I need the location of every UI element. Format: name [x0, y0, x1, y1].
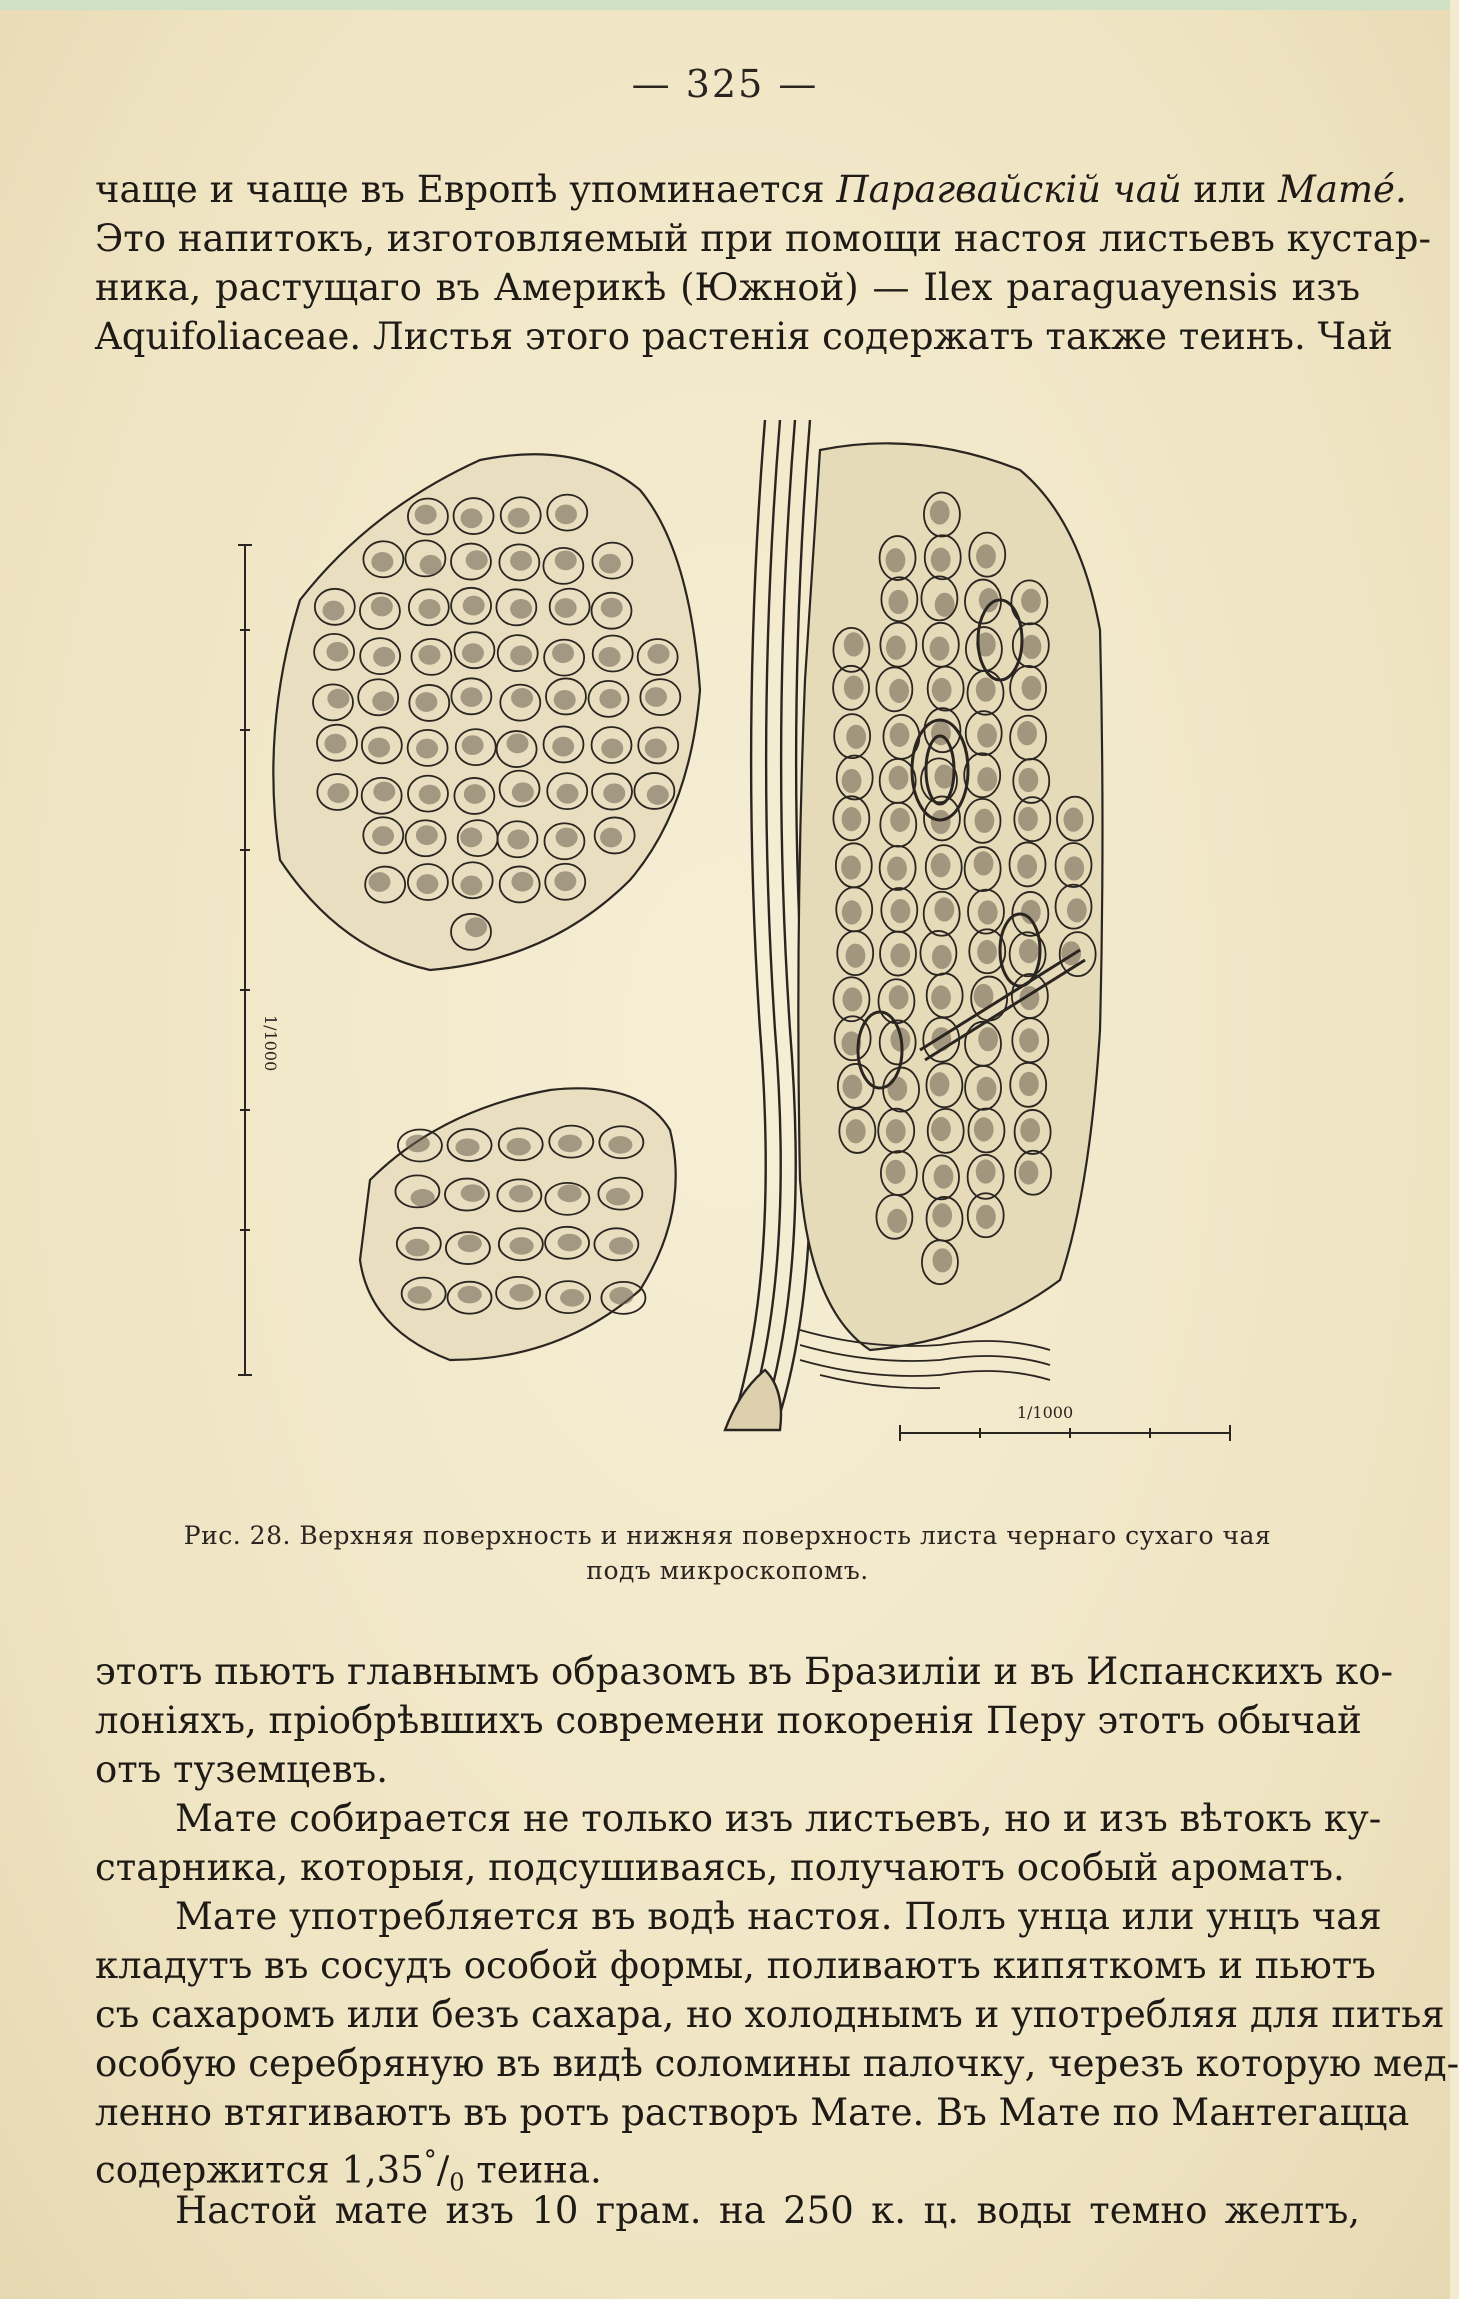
cell-nucleus	[322, 601, 344, 621]
cell-nucleus	[889, 985, 909, 1009]
caption-line: Рис. 28. Верхняя поверхность и нижняя поверхность листа чернаго сухаго чая	[183, 1521, 1272, 1550]
cell-nucleus	[976, 678, 996, 702]
cell-nucleus	[460, 827, 482, 847]
text-line: этотъ пьютъ главнымъ образомъ въ Бразиліи и въ Испанскихъ ко-	[95, 1650, 1393, 1693]
cell-nucleus	[509, 1185, 533, 1203]
cell-nucleus	[974, 1117, 994, 1141]
cell-nucleus	[599, 554, 621, 574]
text-line: старника, которыя, подсушиваясь, получаютъ особый ароматъ.	[95, 1846, 1345, 1889]
cell-nucleus	[609, 1287, 633, 1305]
text-line	[95, 165, 1407, 214]
cell-nucleus	[418, 645, 440, 665]
text-line: съ сахаромъ или безъ сахара, но холоднымъ и употребляя для питья	[95, 1993, 1445, 2036]
cell-nucleus	[455, 1138, 479, 1156]
text-line: Мате собирается не только изъ листьевъ, но и изъ вѣтокъ ку-	[175, 1797, 1382, 1840]
figure-caption	[95, 1518, 1360, 1588]
cell-nucleus	[558, 1135, 582, 1153]
cell-nucleus	[887, 856, 907, 880]
cell-nucleus	[552, 643, 574, 663]
cell-nucleus	[930, 500, 950, 524]
cell-nucleus	[556, 827, 578, 847]
cell-nucleus	[890, 808, 910, 832]
cell-nucleus	[464, 784, 486, 804]
cell-nucleus	[460, 876, 482, 896]
cell-nucleus	[842, 987, 862, 1011]
cell-nucleus	[509, 1237, 533, 1255]
cell-nucleus	[842, 1075, 862, 1099]
cell-nucleus	[976, 544, 996, 568]
cell-nucleus	[1064, 856, 1084, 880]
cell-nucleus	[608, 1136, 632, 1154]
cell-nucleus	[887, 1077, 907, 1101]
cell-nucleus	[978, 900, 998, 924]
cell-nucleus	[511, 688, 533, 708]
cell-nucleus	[552, 737, 574, 757]
cell-nucleus	[458, 1235, 482, 1253]
top-band	[0, 0, 1450, 10]
text-fragment: чаще и чаще въ Европѣ упоминается	[95, 168, 837, 211]
cell-nucleus	[648, 644, 670, 664]
cell-nucleus	[977, 1077, 997, 1101]
cell-nucleus	[886, 1119, 906, 1143]
cell-nucleus	[931, 985, 951, 1009]
cell-nucleus	[932, 1203, 952, 1227]
percent-degree: °	[423, 2146, 437, 2176]
cell-nucleus	[933, 1248, 953, 1272]
cell-nucleus	[420, 555, 442, 575]
left-scale-bar	[238, 545, 252, 1375]
cell-nucleus	[1018, 768, 1038, 792]
microscope-figure	[220, 430, 1260, 1490]
cell-nucleus	[1017, 855, 1037, 879]
cell-nucleus	[886, 636, 906, 660]
cell-nucleus	[555, 550, 577, 570]
cell-nucleus	[557, 784, 579, 804]
cell-nucleus	[1064, 808, 1084, 832]
cell-nucleus	[606, 1188, 630, 1206]
cell-nucleus	[1018, 807, 1038, 831]
cell-nucleus	[408, 1286, 432, 1304]
cell-nucleus	[888, 590, 908, 614]
cell-nucleus	[1061, 941, 1081, 965]
cell-nucleus	[978, 1027, 998, 1051]
cell-nucleus	[405, 1239, 429, 1257]
text-line	[95, 2137, 1360, 2197]
cell-nucleus	[844, 675, 864, 699]
cell-nucleus	[846, 1119, 866, 1143]
cell-nucleus	[645, 687, 667, 707]
cell-nucleus	[512, 782, 534, 802]
cell-nucleus	[507, 1138, 531, 1156]
cell-nucleus	[511, 872, 533, 892]
cell-nucleus	[931, 853, 951, 877]
cell-nucleus	[461, 1184, 485, 1202]
cell-nucleus	[462, 735, 484, 755]
cell-nucleus	[1017, 721, 1037, 745]
cell-nucleus	[844, 632, 864, 656]
cell-nucleus	[509, 1284, 533, 1302]
text-line: особую серебряную въ видѣ соломины палочку, черезъ которую мед-	[95, 2042, 1459, 2085]
cell-nucleus	[558, 1234, 582, 1252]
cell-nucleus	[460, 508, 482, 528]
cell-nucleus	[934, 1164, 954, 1188]
cell-nucleus	[976, 1205, 996, 1229]
cell-nucleus	[1022, 635, 1042, 659]
cell-nucleus	[846, 944, 866, 968]
caption-line: подъ микроскопомъ.	[586, 1556, 869, 1585]
cell-nucleus	[508, 508, 530, 528]
cell-nucleus	[419, 785, 441, 805]
cell-nucleus	[372, 691, 394, 711]
cell-nucleus	[510, 646, 532, 666]
cell-nucleus	[842, 807, 862, 831]
cell-nucleus	[842, 900, 862, 924]
paragraph-body	[95, 1647, 1459, 2235]
cell-nucleus	[372, 826, 394, 846]
cell-nucleus	[931, 1117, 951, 1141]
cell-nucleus	[406, 1135, 430, 1153]
right-scale-bar	[900, 1425, 1230, 1441]
text-line: лоніяхъ, пріобрѣвшихъ современи покоренія Перу этотъ обычай	[95, 1699, 1362, 1742]
cell-nucleus	[932, 945, 952, 969]
text-line: Это напитокъ, изготовляемый при помощи настоя листьевъ кустар-	[95, 217, 1431, 260]
page-number: — 325 —	[631, 62, 819, 106]
cell-nucleus	[974, 851, 994, 875]
cell-nucleus	[460, 687, 482, 707]
cell-nucleus	[977, 940, 997, 964]
text-line: кладутъ въ сосудъ особой формы, поливаютъ кипяткомъ и пьютъ	[95, 1944, 1376, 1987]
cell-nucleus	[416, 874, 438, 894]
cell-nucleus	[974, 809, 994, 833]
text-fragment: или	[1181, 168, 1279, 211]
scale-label-right: 1/1000	[1016, 1403, 1074, 1422]
cell-nucleus	[373, 647, 395, 667]
cell-nucleus	[411, 1189, 435, 1207]
cell-nucleus	[886, 548, 906, 572]
cell-nucleus	[326, 642, 348, 662]
cell-nucleus	[327, 783, 349, 803]
italic-term: Матé.	[1278, 168, 1407, 211]
cell-nucleus	[931, 548, 951, 572]
cell-nucleus	[369, 872, 391, 892]
cell-nucleus	[1019, 1028, 1039, 1052]
cell-nucleus	[465, 917, 487, 937]
cell-nucleus	[416, 739, 438, 759]
cell-nucleus	[645, 738, 667, 758]
paragraph-mate-intro	[95, 165, 1431, 361]
cell-nucleus	[891, 899, 911, 923]
italic-term: Парагвайскій чай	[836, 168, 1182, 211]
cell-nucleus	[462, 643, 484, 663]
cell-nucleus	[415, 692, 437, 712]
text-line: Настой мате изъ 10 грам. на 250 к. ц. воды темно желтъ,	[175, 2189, 1360, 2232]
cell-nucleus	[463, 596, 485, 616]
cell-nucleus	[932, 678, 952, 702]
cell-nucleus	[890, 723, 910, 747]
cell-nucleus	[609, 1237, 633, 1255]
cell-nucleus	[506, 734, 528, 754]
cell-nucleus	[846, 725, 866, 749]
cell-nucleus	[930, 636, 950, 660]
cell-nucleus	[1020, 1118, 1040, 1142]
cell-nucleus	[603, 783, 625, 803]
cell-nucleus	[368, 738, 390, 758]
text-fragment: теина.	[464, 2148, 602, 2192]
cell-nucleus	[373, 782, 395, 802]
cell-nucleus	[886, 1160, 906, 1184]
text-line: отъ туземцевъ.	[95, 1748, 388, 1791]
cell-nucleus	[842, 769, 862, 793]
cell-nucleus	[416, 825, 438, 845]
cell-nucleus	[601, 598, 623, 618]
cell-nucleus	[889, 679, 909, 703]
text-line: Aquifoliaceae. Листья этого растенія содержатъ также теинъ. Чай	[95, 315, 1393, 358]
cell-nucleus	[371, 597, 393, 617]
cell-nucleus	[1021, 589, 1041, 613]
cell-nucleus	[507, 830, 529, 850]
cell-nucleus	[601, 739, 623, 759]
cell-nucleus	[555, 505, 577, 525]
cell-nucleus	[327, 689, 349, 709]
cell-nucleus	[371, 552, 393, 572]
percent-slash: /	[436, 2148, 450, 2192]
cell-nucleus	[555, 598, 577, 618]
cell-nucleus	[458, 1286, 482, 1304]
cell-nucleus	[887, 1209, 907, 1233]
scale-label-left: 1/1000	[261, 1015, 280, 1072]
cell-nucleus	[977, 767, 997, 791]
cell-nucleus	[976, 1159, 996, 1183]
cell-nucleus	[647, 785, 669, 805]
cell-nucleus	[599, 647, 621, 667]
cell-nucleus	[934, 897, 954, 921]
cell-nucleus	[1019, 1160, 1039, 1184]
cell-nucleus	[558, 1185, 582, 1203]
cell-nucleus	[1022, 676, 1042, 700]
cell-nucleus	[1019, 939, 1039, 963]
cell-nucleus	[554, 690, 576, 710]
cell-nucleus	[977, 723, 997, 747]
cell-nucleus	[510, 551, 532, 571]
percent-zero: 0	[449, 2168, 465, 2197]
cell-nucleus	[324, 734, 346, 754]
cell-nucleus	[560, 1289, 584, 1307]
cell-nucleus	[1019, 1072, 1039, 1096]
cell-nucleus	[930, 1072, 950, 1096]
cell-nucleus	[415, 505, 437, 525]
cell-nucleus	[510, 599, 532, 619]
cell-nucleus	[931, 810, 951, 834]
cell-nucleus	[890, 943, 910, 967]
text-line: ленно втягиваютъ въ ротъ растворъ Мате. Въ Мате по Мантегацца	[95, 2091, 1410, 2134]
cell-nucleus	[554, 871, 576, 891]
cell-nucleus	[466, 550, 488, 570]
cell-nucleus	[841, 855, 861, 879]
cell-nucleus	[419, 599, 441, 619]
cell-nucleus	[600, 828, 622, 848]
text-fragment: содержится 1,35	[95, 2148, 424, 2192]
text-line: Мате употребляется въ водѣ настоя. Полъ унца или унцъ чая	[175, 1895, 1382, 1938]
cell-nucleus	[935, 593, 955, 617]
cell-nucleus	[1067, 898, 1087, 922]
cell-nucleus	[599, 689, 621, 709]
text-line: ника, растущаго въ Америкѣ (Южной) — Ilex paraguayensis изъ	[95, 266, 1360, 309]
cell-nucleus	[889, 766, 909, 790]
